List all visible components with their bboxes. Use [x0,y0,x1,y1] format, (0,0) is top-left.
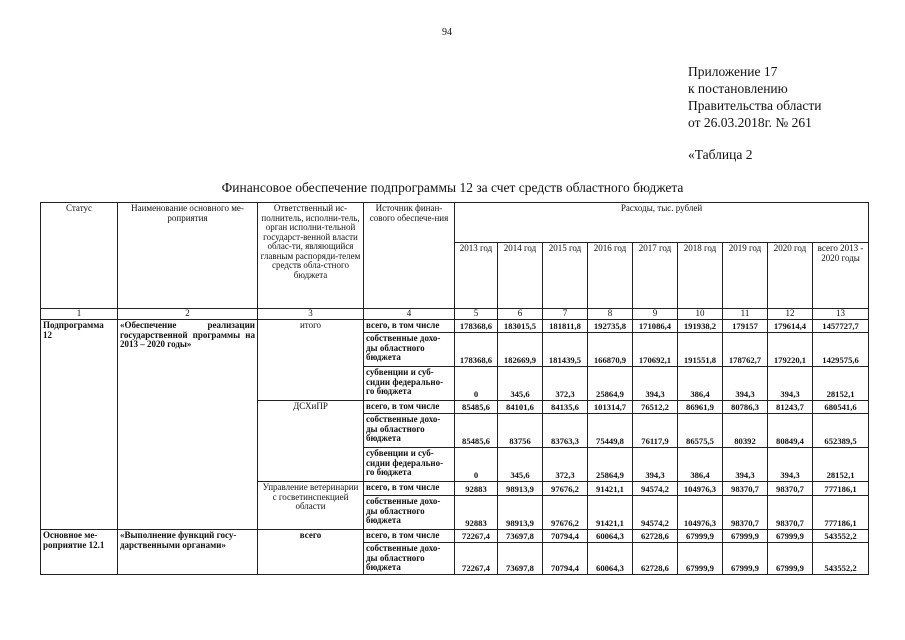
value-cell: 25864,9 [588,367,633,401]
value-cell: 170692,1 [633,333,678,367]
value-cell: 92883 [455,496,498,530]
value-cell: 83763,3 [543,414,588,448]
value-cell: 183015,5 [498,320,543,333]
value-cell: 84135,6 [543,401,588,414]
value-cell: 179157 [723,320,768,333]
source-line: ды областного [366,423,425,434]
value-cell: 60064,3 [588,530,633,543]
column-index: 10 [678,309,723,320]
source-line: го бюджета [366,467,412,477]
value-cell: 394,3 [633,448,678,482]
value-cell: 98913,9 [498,496,543,530]
column-index: 9 [633,309,678,320]
header-status: Статус [41,203,118,309]
source-line: сидии федерально- [366,457,444,468]
value-cell: 652389,5 [813,414,869,448]
value-cell: 86961,9 [678,401,723,414]
value-cell: 67999,9 [678,530,723,543]
status-cell: Основное ме-роприятие 12.1 [41,530,118,575]
value-cell: 386,4 [678,367,723,401]
header-year: 2013 год [455,243,498,309]
value-cell: 70794,4 [543,543,588,575]
header-year: 2018 год [678,243,723,309]
source-cell [364,448,455,482]
value-cell: 98913,9 [498,482,543,496]
value-cell: 76512,2 [633,401,678,414]
responsible-cell: ДСХиПР [258,401,364,482]
appendix-line: Правительства области [688,98,822,113]
value-cell: 104976,3 [678,496,723,530]
source-cell [364,543,455,575]
value-cell: 62728,6 [633,530,678,543]
value-cell: 394,3 [768,367,813,401]
column-index: 12 [768,309,813,320]
column-index: 5 [455,309,498,320]
column-index-row [41,309,869,320]
source-line: собственные дохо- [366,543,441,553]
source-cell [364,414,455,448]
source-line: бюджета [366,515,401,525]
column-index: 6 [498,309,543,320]
header-responsible: Ответственный ис-полнитель, исполни-тель, орган исполни-тельной государст-венной власти облас-ти, являющийся главным распоряди-телем средств обла-стного бюджета [258,203,364,309]
source-line: го бюджета [366,386,412,396]
value-cell: 92883 [455,482,498,496]
activity-name-cell: «Выполнение функций госу-дарственными органами» [118,530,258,575]
value-cell: 98370,7 [768,482,813,496]
value-cell: 191938,2 [678,320,723,333]
value-cell: 85485,6 [455,401,498,414]
source-line: бюджета [366,352,401,362]
source-cell: всего, в том числе [364,401,455,414]
value-cell: 84101,6 [498,401,543,414]
page-number: 94 [442,27,452,38]
source-cell [364,367,455,401]
value-cell: 1429575,6 [813,333,869,367]
value-cell: 777186,1 [813,482,869,496]
column-index: 2 [118,309,258,320]
value-cell: 72267,4 [455,543,498,575]
responsible-cell: итого [258,320,364,401]
source-line: ды областного [366,342,425,353]
value-cell: 62728,6 [633,543,678,575]
value-cell: 386,4 [678,448,723,482]
value-cell: 543552,2 [813,543,869,575]
value-cell: 166870,9 [588,333,633,367]
source-line: сидии федерально- [366,376,444,387]
value-cell: 60064,3 [588,543,633,575]
header-expenses: Расходы, тыс. рублей [455,203,869,243]
value-cell: 73697,8 [498,530,543,543]
value-cell: 543552,2 [813,530,869,543]
value-cell: 76117,9 [633,414,678,448]
value-cell: 178368,6 [455,333,498,367]
value-cell: 178368,6 [455,320,498,333]
value-cell: 80392 [723,414,768,448]
value-cell: 372,3 [543,448,588,482]
appendix-line: к постановлению [688,81,788,96]
header-year: 2017 год [633,243,678,309]
value-cell: 104976,3 [678,482,723,496]
source-cell: всего, в том числе [364,482,455,496]
source-line: собственные дохо- [366,414,441,424]
value-cell: 192735,8 [588,320,633,333]
value-cell: 81243,7 [768,401,813,414]
value-cell: 28152,1 [813,367,869,401]
value-cell: 394,3 [768,448,813,482]
value-cell: 178762,7 [723,333,768,367]
column-index: 4 [364,309,455,320]
value-cell: 67999,9 [768,530,813,543]
source-line: бюджета [366,562,401,572]
column-index: 1 [41,309,118,320]
value-cell: 98370,7 [768,496,813,530]
value-cell: 394,3 [633,367,678,401]
value-cell: 91421,1 [588,496,633,530]
source-cell [364,496,455,530]
value-cell: 72267,4 [455,530,498,543]
column-index: 7 [543,309,588,320]
header-year-total: всего 2013 - 2020 годы [813,243,869,309]
source-line: бюджета [366,433,401,443]
value-cell: 80786,3 [723,401,768,414]
value-cell: 345,6 [498,448,543,482]
column-index: 8 [588,309,633,320]
source-cell [364,333,455,367]
value-cell: 97676,2 [543,496,588,530]
value-cell: 67999,9 [768,543,813,575]
value-cell: 83756 [498,414,543,448]
value-cell: 94574,2 [633,482,678,496]
source-cell: всего, в том числе [364,320,455,333]
table-label: «Таблица 2 [688,147,753,162]
value-cell: 0 [455,367,498,401]
activity-name-cell: «Обеспечение реализации государственной программы на 2013 – 2020 годы» [118,320,258,530]
value-cell: 182669,9 [498,333,543,367]
column-index: 3 [258,309,364,320]
value-cell: 101314,7 [588,401,633,414]
value-cell: 67999,9 [678,543,723,575]
source-line: ды областного [366,552,425,563]
table-row [41,320,869,333]
value-cell: 97676,2 [543,482,588,496]
value-cell: 25864,9 [588,448,633,482]
value-cell: 67999,9 [723,543,768,575]
value-cell: 80849,4 [768,414,813,448]
header-name: Наименование основного ме-роприятия [118,203,258,309]
value-cell: 394,3 [723,367,768,401]
value-cell: 91421,1 [588,482,633,496]
value-cell: 73697,8 [498,543,543,575]
value-cell: 67999,9 [723,530,768,543]
value-cell: 680541,6 [813,401,869,414]
source-line: собственные дохо- [366,333,441,343]
appendix-line: Приложение 17 [688,64,778,79]
value-cell: 345,6 [498,367,543,401]
header-year: 2014 год [498,243,543,309]
responsible-cell: Управление ветеринарии с госветинспекцией области [258,482,364,530]
appendix-block [688,63,821,131]
value-cell: 85485,6 [455,414,498,448]
value-cell: 394,3 [723,448,768,482]
finance-table [40,202,869,575]
value-cell: 181439,5 [543,333,588,367]
header-year: 2015 год [543,243,588,309]
source-cell: всего, в том числе [364,530,455,543]
page-title: Финансовое обеспечение подпрограммы 12 за счет средств областного бюджета [221,180,684,195]
value-cell: 98370,7 [723,496,768,530]
value-cell: 181811,8 [543,320,588,333]
header-year: 2020 год [768,243,813,309]
value-cell: 191551,8 [678,333,723,367]
source-line: субвенции и суб- [366,367,434,377]
value-cell: 75449,8 [588,414,633,448]
value-cell: 1457727,7 [813,320,869,333]
table-row [41,530,869,543]
source-line: ды областного [366,505,425,516]
appendix-line: от 26.03.2018г. № 261 [688,115,812,130]
value-cell: 777186,1 [813,496,869,530]
value-cell: 179614,4 [768,320,813,333]
value-cell: 28152,1 [813,448,869,482]
status-cell: Подпрограмма 12 [41,320,118,530]
value-cell: 94574,2 [633,496,678,530]
value-cell: 171086,4 [633,320,678,333]
value-cell: 0 [455,448,498,482]
responsible-cell: всего [258,530,364,575]
column-index: 11 [723,309,768,320]
value-cell: 98370,7 [723,482,768,496]
header-year: 2016 год [588,243,633,309]
source-line: субвенции и суб- [366,448,434,458]
value-cell: 372,3 [543,367,588,401]
value-cell: 86575,5 [678,414,723,448]
column-index: 13 [813,309,869,320]
value-cell: 70794,4 [543,530,588,543]
value-cell: 179220,1 [768,333,813,367]
source-line: собственные дохо- [366,496,441,506]
header-source: Источник финан-сового обеспече-ния [364,203,455,309]
header-year: 2019 год [723,243,768,309]
